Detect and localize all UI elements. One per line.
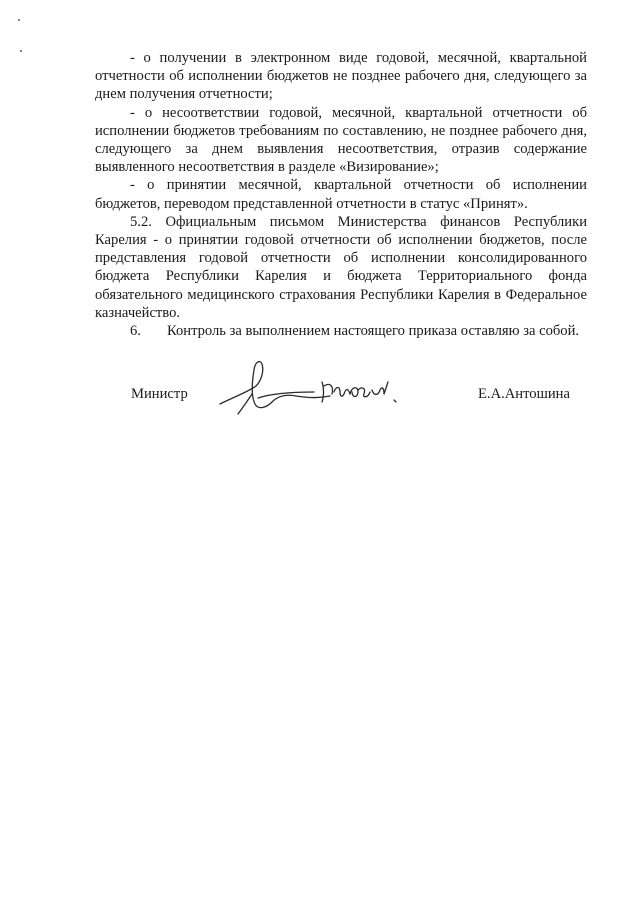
paragraph-notification-nonconformity: - о несоответствии годовой, месячной, квартальной отчетности об исполнении бюджетов требованиям по составлению, не позднее рабочего дня, следующего за днем выявления несоответствия, отразив содержание выявленного несоответствия в разделе «Визирование»; — [95, 104, 587, 176]
scan-speck — [18, 19, 20, 21]
paragraph-notification-accepted: - о принятии месячной, квартальной отчетности об исполнении бюджетов, переводом представленной отчетности в статус «Принят». — [95, 177, 587, 212]
document-body — [95, 49, 587, 340]
scan-speck — [20, 50, 22, 52]
paragraph-item-5-2: 5.2. Официальным письмом Министерства финансов Республики Карелия - о принятии годовой отчетности об исполнении бюджетов, после представления годовой отчетности об исполнении консолидированного бюджета Республики Карелия и бюджета Территориального фонда обязательного медицинского страхования Республики Карелия в Федеральное казначейство. — [95, 213, 587, 321]
signatory-name: Е.А.Антошина — [478, 386, 570, 402]
handwritten-signature — [218, 356, 418, 418]
signature-block — [0, 378, 640, 428]
paragraph-item-6 — [95, 322, 587, 340]
item-6-number: 6. — [130, 323, 141, 340]
signatory-title: Министр — [131, 386, 188, 402]
paragraph-notification-received: - о получении в электронном виде годовой, месячной, квартальной отчетности об исполнении бюджетов не позднее рабочего дня, следующего за днем получения отчетности; — [95, 50, 587, 103]
item-6-text: Контроль за выполнением настоящего приказа оставляю за собой. — [166, 323, 580, 340]
